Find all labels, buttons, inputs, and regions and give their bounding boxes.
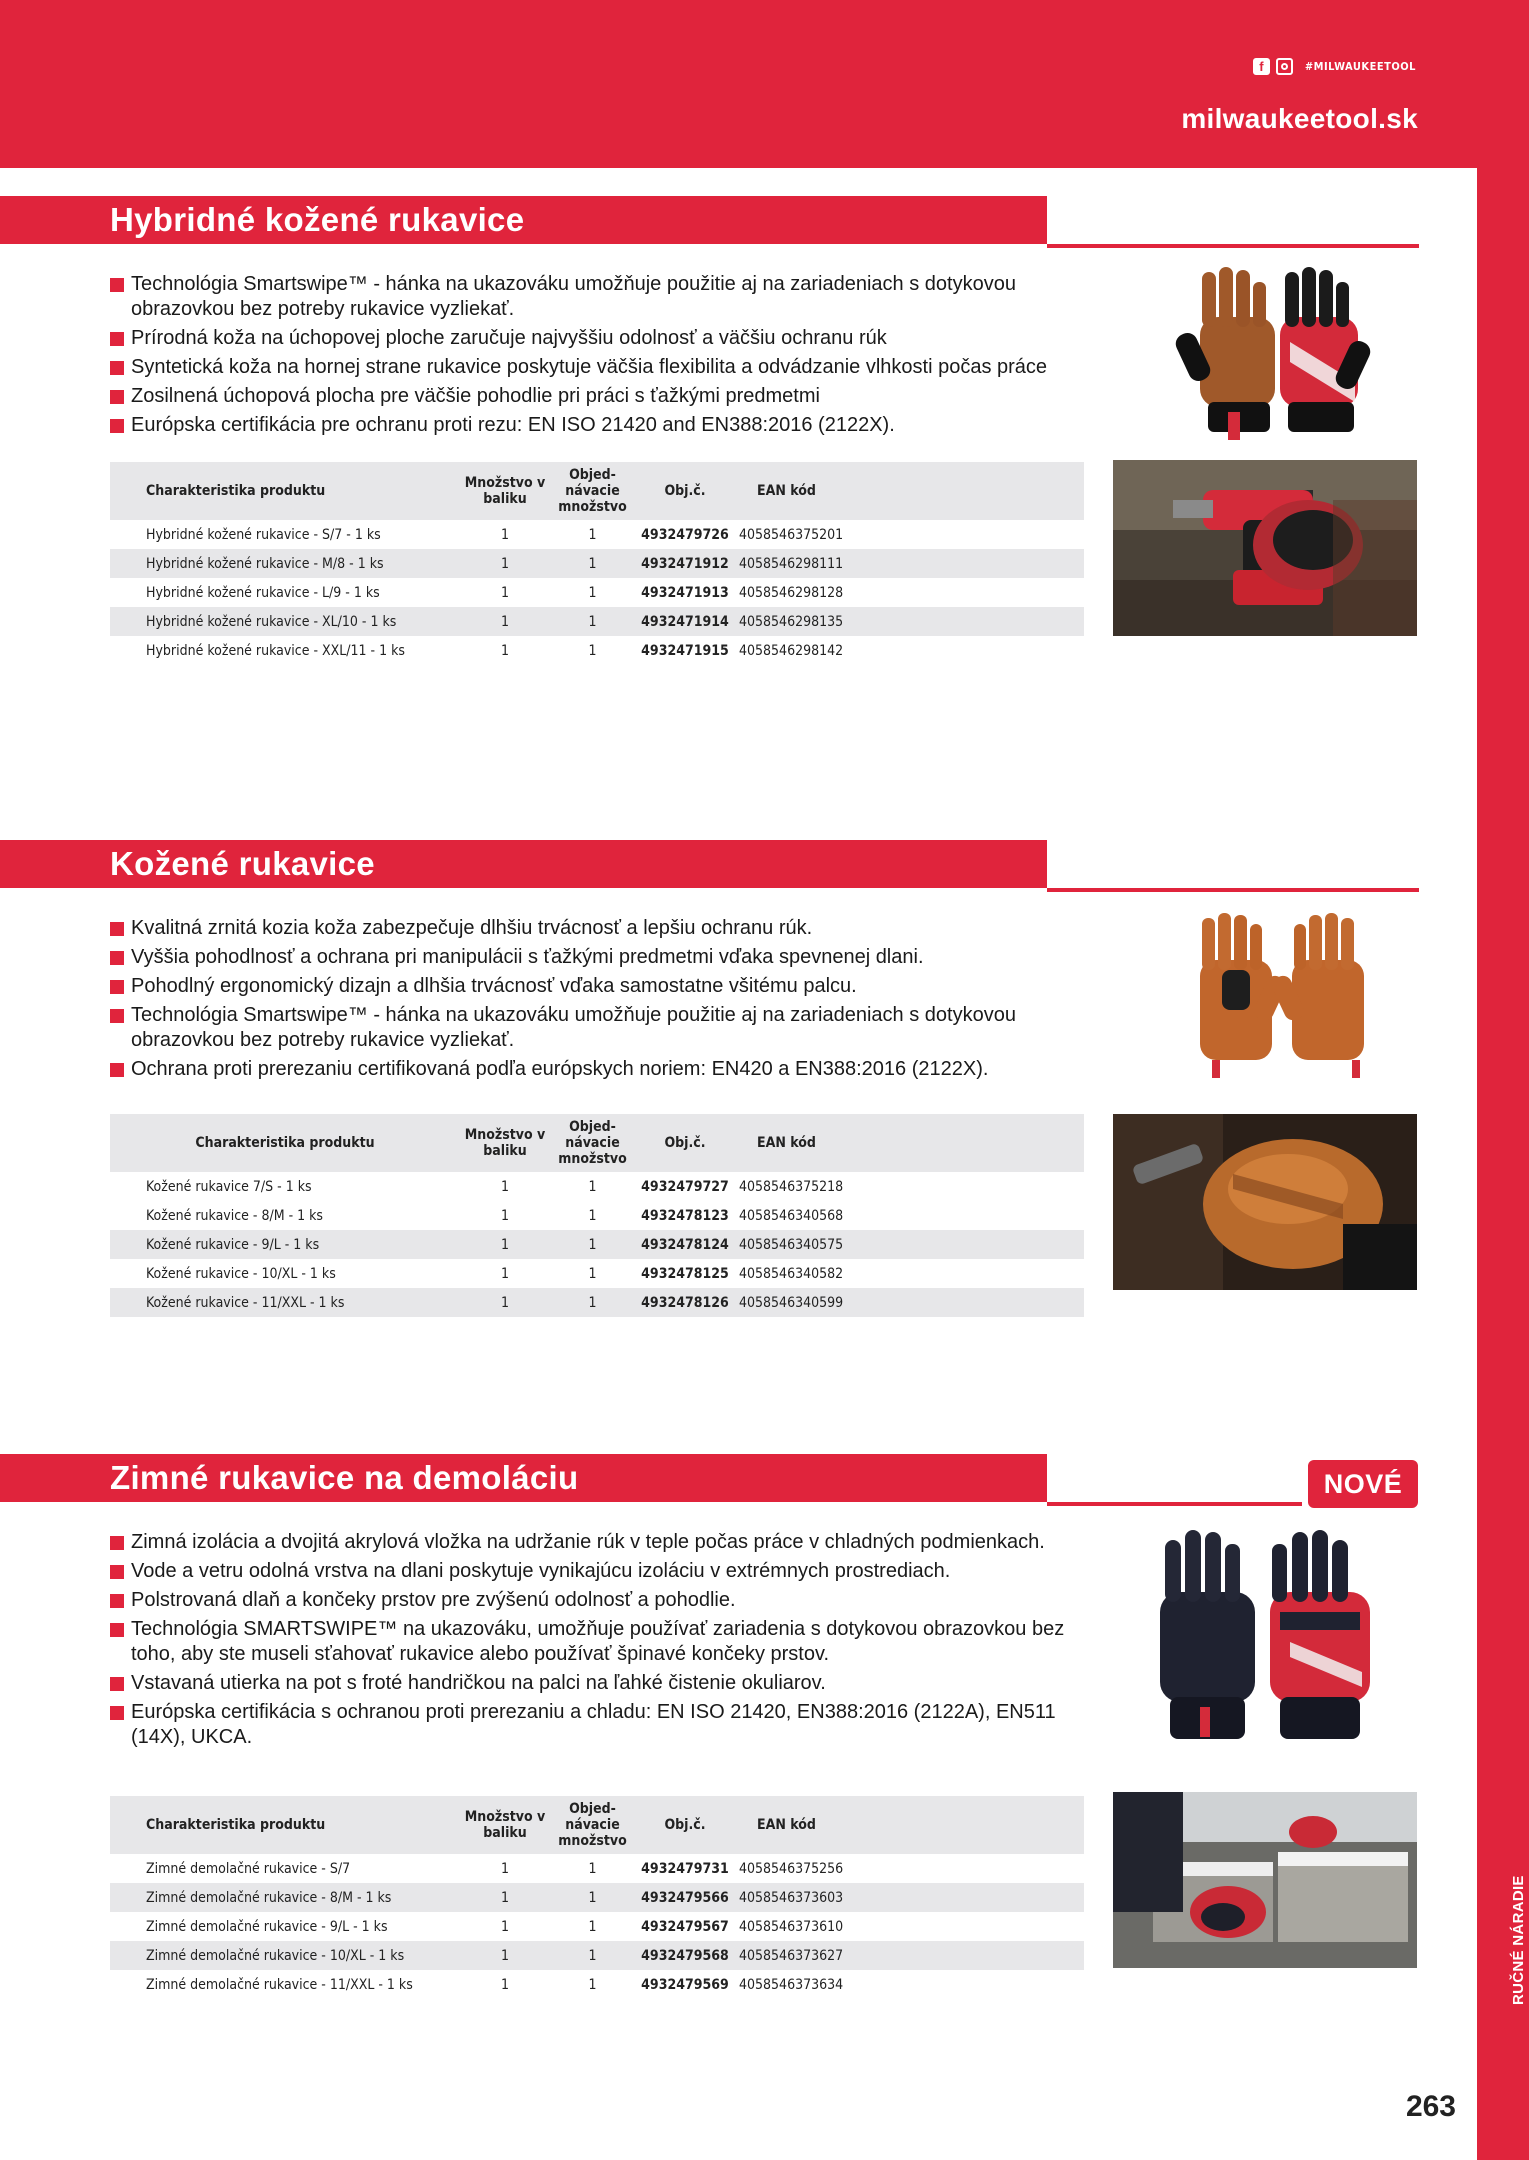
product-image-winter-gloves — [1140, 1522, 1390, 1746]
header-order-code: Obj.č. — [635, 1114, 735, 1172]
cell-ean: 4058546373627 — [735, 1941, 864, 1970]
cell-product: Zimné demolačné rukavice - 11/XXL - 1 ks — [146, 1976, 413, 1993]
hashtag: #MILWAUKEETOOL — [1304, 60, 1416, 73]
facebook-icon[interactable]: f — [1253, 58, 1270, 75]
cell-product: Kožené rukavice - 10/XL - 1 ks — [146, 1265, 336, 1282]
cell-product: Kožené rukavice - 8/M - 1 ks — [146, 1207, 323, 1224]
cell-order-code: 4932471915 — [641, 642, 729, 659]
feature-item: Kvalitná zrnitá kozia koža zabezpečuje dlhšiu trvácnosť a lepšiu ochranu rúk. — [110, 916, 1110, 941]
table-row — [110, 1883, 1084, 1912]
header-order-quantity: Objed- návacie množstvo — [550, 1796, 635, 1854]
table-row — [110, 1941, 1084, 1970]
cell-quantity: 1 — [500, 526, 509, 543]
cell-order-code: 4932471912 — [635, 549, 735, 578]
feature-item: Polstrovaná dlaň a končeky prstov pre zvýšenú odolnosť a pohodlie. — [110, 1588, 1110, 1613]
cell-order-quantity: 1 — [550, 607, 635, 636]
cell-quantity: 1 — [460, 1941, 550, 1970]
cell-product: Kožené rukavice - 9/L - 1 ks — [110, 1230, 460, 1259]
cell-ean: 4058546340599 — [735, 1288, 864, 1317]
header-ean: EAN kód — [735, 462, 864, 520]
cell-ean: 4058546375218 — [739, 1178, 844, 1195]
cell-product: Kožené rukavice 7/S - 1 ks — [146, 1178, 312, 1195]
instagram-icon[interactable] — [1276, 58, 1293, 75]
cell-product: Zimné demolačné rukavice - 9/L - 1 ks — [146, 1918, 388, 1935]
cell-order-quantity: 1 — [550, 1288, 635, 1317]
cell-product: Zimné demolačné rukavice - S/7 — [146, 1860, 351, 1877]
cell-ean: 4058546298135 — [735, 607, 864, 636]
cell-quantity: 1 — [460, 607, 550, 636]
cell-quantity: 1 — [500, 1918, 509, 1935]
feature-item: Európska certifikácia s ochranou proti prerezaniu a chladu: EN ISO 21420, EN388:2016 (2122A), EN511 (14X), UKCA. — [110, 1700, 1110, 1750]
cell-order-quantity: 1 — [588, 1178, 597, 1195]
cell-order-code: 4932479566 — [635, 1883, 735, 1912]
cell-ean: 4058546373603 — [735, 1883, 864, 1912]
table-row — [110, 1854, 1084, 1883]
product-image-leather-gloves — [1182, 910, 1382, 1080]
cell-quantity: 1 — [500, 1178, 509, 1195]
product-table — [110, 462, 1084, 665]
cell-order-quantity: 1 — [550, 1883, 635, 1912]
cell-product: Hybridné kožené rukavice - L/9 - 1 ks — [146, 584, 380, 601]
header-product: Charakteristika produktu — [110, 462, 460, 520]
header-order-code: Obj.č. — [635, 1796, 735, 1854]
header-ean: EAN kód — [735, 1796, 864, 1854]
new-badge: NOVÉ — [1308, 1460, 1418, 1508]
section-rule — [1047, 244, 1419, 248]
header-spacer — [864, 462, 1084, 520]
cell-quantity: 1 — [460, 1883, 550, 1912]
product-table — [110, 1114, 1084, 1317]
table-row — [110, 1172, 1084, 1201]
cell-quantity: 1 — [500, 1860, 509, 1877]
cell-order-code: 4932479569 — [641, 1976, 729, 1993]
table-row — [110, 1201, 1084, 1230]
cell-quantity: 1 — [460, 1230, 550, 1259]
feature-list — [110, 1530, 1110, 1754]
header-quantity: Množstvo v baliku — [460, 1796, 550, 1854]
cell-ean: 4058546298142 — [739, 642, 844, 659]
cell-order-code: 4932478123 — [641, 1207, 729, 1224]
cell-order-code: 4932471914 — [635, 607, 735, 636]
section-rule — [1047, 1502, 1302, 1506]
cell-order-quantity: 1 — [550, 549, 635, 578]
cell-quantity: 1 — [460, 1288, 550, 1317]
header-spacer — [864, 1114, 1084, 1172]
cell-order-quantity: 1 — [588, 526, 597, 543]
section-title: Hybridné kožené rukavice — [110, 201, 525, 238]
cell-ean: 4058546340582 — [739, 1265, 844, 1282]
feature-item: Pohodlný ergonomický dizajn a dlhšia trvácnosť vďaka samostatne všitému palcu. — [110, 974, 1110, 999]
table-row — [110, 1912, 1084, 1941]
feature-item: Vode a vetru odolná vrstva na dlani poskytuje vynikajúcu izoláciu v extrémnych prostrediach. — [110, 1559, 1110, 1584]
feature-item: Technológia Smartswipe™ - hánka na ukazováku umožňuje použitie aj na zariadeniach s dotykovou obrazovkou bez potreby rukavice vyzliekať. — [110, 272, 1110, 322]
cell-ean: 4058546298111 — [735, 549, 864, 578]
cell-product: Hybridné kožené rukavice - S/7 - 1 ks — [146, 526, 381, 543]
table-row — [110, 549, 1084, 578]
website-link[interactable]: milwaukeetool.sk — [1181, 103, 1418, 134]
cell-quantity: 1 — [460, 549, 550, 578]
table-row — [110, 520, 1084, 549]
feature-item: Technológia SMARTSWIPE™ na ukazováku, umožňuje používať zariadenia s dotykovou obrazovkou bez toho, aby ste museli sťahovať rukavice alebo používať špinavé končeky prstov. — [110, 1617, 1110, 1667]
cell-quantity: 1 — [500, 1976, 509, 1993]
product-photo-impact-wrench — [1113, 460, 1417, 636]
cell-product: Hybridné kožené rukavice - M/8 - 1 ks — [110, 549, 460, 578]
header-ean: EAN kód — [735, 1114, 864, 1172]
cell-order-quantity: 1 — [588, 1860, 597, 1877]
side-band — [1477, 168, 1529, 2160]
feature-list — [110, 272, 1110, 442]
cell-order-code: 4932478124 — [635, 1230, 735, 1259]
cell-order-code: 4932479567 — [641, 1918, 729, 1935]
feature-item: Vyššia pohodlnosť a ochrana pri manipulácii s ťažkými predmetmi vďaka spevnenej dlani. — [110, 945, 1110, 970]
product-photo-winter-glove-blocks — [1113, 1792, 1417, 1968]
table-row — [110, 1259, 1084, 1288]
table-row — [110, 578, 1084, 607]
table-row — [110, 636, 1084, 665]
cell-order-code: 4932478125 — [641, 1265, 729, 1282]
cell-ean: 4058546340568 — [739, 1207, 844, 1224]
cell-order-quantity: 1 — [588, 1918, 597, 1935]
cell-ean: 4058546298128 — [739, 584, 844, 601]
cell-quantity: 1 — [500, 642, 509, 659]
section-title: Kožené rukavice — [110, 845, 375, 882]
cell-order-quantity: 1 — [588, 1976, 597, 1993]
header-product: Charakteristika produktu — [110, 1114, 460, 1172]
cell-ean: 4058546375256 — [739, 1860, 844, 1877]
table-row — [110, 1288, 1084, 1317]
page-number: 263 — [1405, 2090, 1456, 2123]
cell-product: Kožené rukavice - 11/XXL - 1 ks — [110, 1288, 460, 1317]
feature-item: Zimná izolácia a dvojitá akrylová vložka na udržanie rúk v teple počas práce v chladných podmienkach. — [110, 1530, 1110, 1555]
cell-ean: 4058546375201 — [739, 526, 844, 543]
feature-item: Prírodná koža na úchopovej ploche zaručuje najvyššiu odolnosť a väčšiu ochranu rúk — [110, 326, 1110, 351]
cell-order-code: 4932479731 — [641, 1860, 729, 1877]
product-table — [110, 1796, 1084, 1999]
header-order-quantity: Objed- návacie množstvo — [550, 1114, 635, 1172]
product-image-hybrid-gloves — [1170, 262, 1390, 444]
social-links — [1253, 58, 1416, 75]
product-photo-leather-glove-drilling — [1113, 1114, 1417, 1290]
cell-ean: 4058546340575 — [735, 1230, 864, 1259]
cell-order-code: 4932479726 — [641, 526, 729, 543]
cell-product: Zimné demolačné rukavice - 10/XL - 1 ks — [110, 1941, 460, 1970]
cell-product: Hybridné kožené rukavice - XXL/11 - 1 ks — [146, 642, 405, 659]
cell-ean: 4058546373610 — [739, 1918, 844, 1935]
feature-item: Vstavaná utierka na pot s froté handričkou na palci na ľahké čistenie okuliarov. — [110, 1671, 1110, 1696]
header-band — [0, 0, 1529, 168]
feature-item: Ochrana proti prerezaniu certifikovaná podľa európskych noriem: EN420 a EN388:2016 (2122X). — [110, 1057, 1110, 1082]
feature-item: Zosilnená úchopová plocha pre väčšie pohodlie pri práci s ťažkými predmetmi — [110, 384, 1110, 409]
cell-order-quantity: 1 — [588, 584, 597, 601]
cell-quantity: 1 — [500, 1207, 509, 1224]
cell-ean: 4058546373634 — [739, 1976, 844, 1993]
header-quantity: Množstvo v baliku — [460, 462, 550, 520]
cell-order-code: 4932478126 — [635, 1288, 735, 1317]
cell-product: Hybridné kožené rukavice - XL/10 - 1 ks — [110, 607, 460, 636]
cell-order-quantity: 1 — [588, 642, 597, 659]
cell-quantity: 1 — [500, 584, 509, 601]
cell-order-quantity: 1 — [550, 1941, 635, 1970]
header-order-quantity: Objed- návacie množstvo — [550, 462, 635, 520]
cell-order-code: 4932479568 — [635, 1941, 735, 1970]
section-rule — [1047, 888, 1419, 892]
table-row — [110, 607, 1084, 636]
cell-order-quantity: 1 — [588, 1207, 597, 1224]
category-label: RUČNÉ NÁRADIE — [1510, 1875, 1527, 2005]
table-row — [110, 1970, 1084, 1999]
table-row — [110, 1230, 1084, 1259]
cell-order-code: 4932479727 — [641, 1178, 729, 1195]
feature-item: Syntetická koža na hornej strane rukavice poskytuje väčšia flexibilita a odvádzanie vlhkosti počas práce — [110, 355, 1110, 380]
cell-order-code: 4932471913 — [641, 584, 729, 601]
cell-quantity: 1 — [500, 1265, 509, 1282]
cell-order-quantity: 1 — [550, 1230, 635, 1259]
feature-list — [110, 916, 1110, 1086]
header-product: Charakteristika produktu — [110, 1796, 460, 1854]
cell-order-quantity: 1 — [588, 1265, 597, 1282]
feature-item: Technológia Smartswipe™ - hánka na ukazováku umožňuje použitie aj na zariadeniach s dotykovou obrazovkou bez potreby rukavice vyzliekať. — [110, 1003, 1110, 1053]
cell-product: Zimné demolačné rukavice - 8/M - 1 ks — [110, 1883, 460, 1912]
header-quantity: Množstvo v baliku — [460, 1114, 550, 1172]
section-title: Zimné rukavice na demoláciu — [110, 1459, 579, 1496]
header-spacer — [864, 1796, 1084, 1854]
feature-item: Európska certifikácia pre ochranu proti rezu: EN ISO 21420 and EN388:2016 (2122X). — [110, 413, 1110, 438]
header-order-code: Obj.č. — [635, 462, 735, 520]
